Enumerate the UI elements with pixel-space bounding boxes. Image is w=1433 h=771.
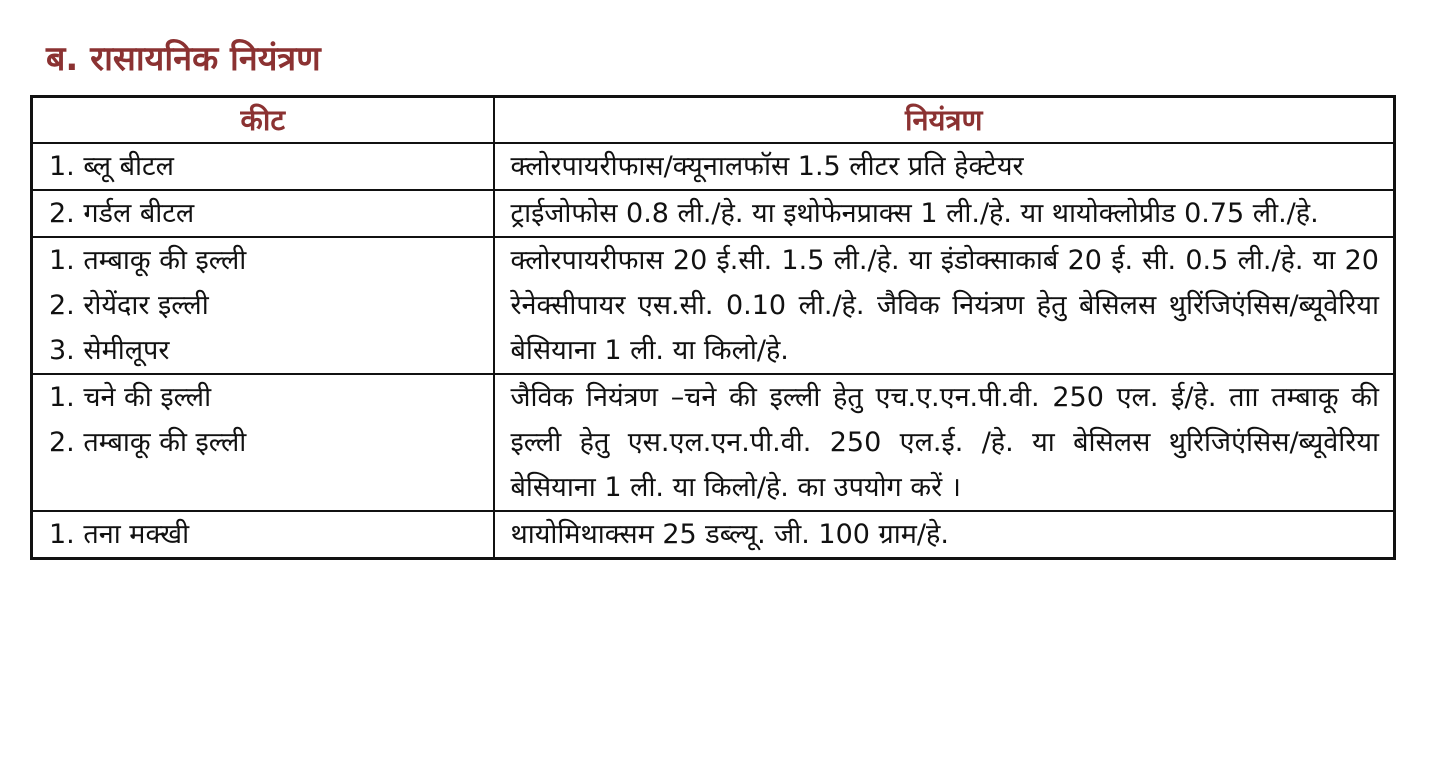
control-cell: जैविक नियंत्रण –चने की इल्ली हेतु एच.ए.एन.पी.वी. 250 एल. ई/हे. ताा तम्बाकू की इल्ली हेतु एस.एल.एन.पी.वी. 250 एल.ई. /हे. या बेसिलस थुरिजिएंसिस/ब्यूवेरिया बेसियाना 1 ली. या किलो/हे. का उपयोग करें । xyxy=(494,374,1395,511)
table-row xyxy=(32,511,1395,559)
table-row xyxy=(32,143,1395,190)
table-row xyxy=(32,374,1395,511)
control-cell: थायोमिथाक्सम 25 डब्ल्यू. जी. 100 ग्राम/हे. xyxy=(494,511,1395,559)
pest-name: 2. तम्बाकू की इल्ली xyxy=(49,427,247,458)
pest-cell xyxy=(32,237,494,374)
pest-name: 1. चने की इल्ली xyxy=(49,382,212,413)
table-header-row xyxy=(32,97,1395,144)
pest-cell xyxy=(32,143,494,190)
pest-name: 3. सेमीलूपर xyxy=(49,335,170,366)
pest-name: 1. तना मक्खी xyxy=(49,519,190,550)
pest-cell xyxy=(32,511,494,559)
control-cell: क्लोरपायरीफास/क्यूनालफॉस 1.5 लीटर प्रति हेक्टेयर xyxy=(494,143,1395,190)
table-row xyxy=(32,190,1395,237)
pest-name: 2. गर्डल बीटल xyxy=(49,198,195,229)
control-cell: क्लोरपायरीफास 20 ई.सी. 1.5 ली./हे. या इंडोक्साकार्ब 20 ई. सी. 0.5 ली./हे. या 20 रेनेक्सीपायर एस.सी. 0.10 ली./हे. जैविक नियंत्रण हेतु बेसिलस थुरिंजिएंसिस/ब्यूवेरिया बेसियाना 1 ली. या किलो/हे. xyxy=(494,237,1395,374)
pest-cell xyxy=(32,374,494,511)
pest-name: 1. तम्बाकू की इल्ली xyxy=(49,245,247,276)
pest-name: 2. रोयेंदार इल्ली xyxy=(49,290,209,321)
table-row xyxy=(32,237,1395,374)
control-cell: ट्राईजोफोस 0.8 ली./हे. या इथोफेनप्राक्स 1 ली./हे. या थायोक्लोप्रीड 0.75 ली./हे. xyxy=(494,190,1395,237)
chemical-control-table xyxy=(30,95,1396,560)
section-heading: ब. रासायनिक नियंत्रण xyxy=(46,39,321,79)
header-control: नियंत्रण xyxy=(494,97,1395,144)
header-pest: कीट xyxy=(32,97,494,144)
pest-cell xyxy=(32,190,494,237)
pest-name: 1. ब्लू बीटल xyxy=(49,151,174,182)
